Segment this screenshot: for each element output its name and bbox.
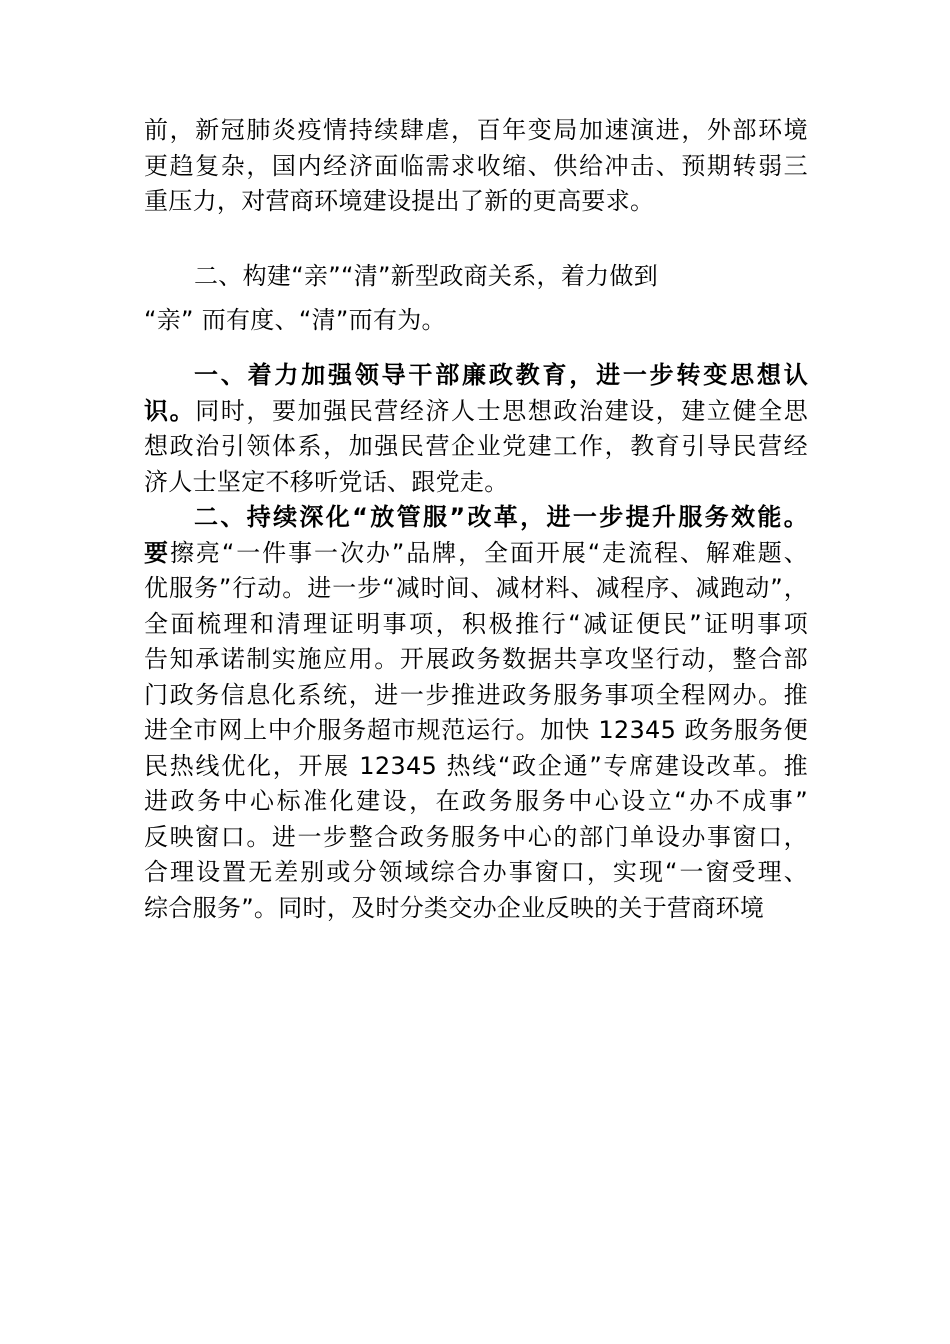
heading-line-2: “亲” 而有度、“清”而有为。 <box>144 305 446 334</box>
section2-line-4: 全面梳理和清理证明事项，积极推行“减证便民”证明事项 <box>144 609 808 638</box>
intro-paragraph <box>144 113 808 220</box>
section1-line-2-text: 同时，要加强民营经济人士思想政治建设，建立健全思 <box>195 396 808 425</box>
intro-line-2: 更趋复杂，国内经济面临需求收缩、供给冲击、预期转弱三 <box>144 151 808 180</box>
section2-line-11: 合理设置无差别或分领域综合办事窗口，实现“一窗受理、 <box>144 858 808 886</box>
section1-line-4: 济人士坚定不移听党话、跟党走。 <box>144 467 509 496</box>
section2-line-2-text: 擦亮“一件事一次办”品牌，全面开展“走流程、解难题、 <box>169 538 808 567</box>
section1-title: 一、着力加强领导干部廉政教育，进一步转变思想认 <box>194 361 808 389</box>
section2-line-6: 门政务信息化系统，进一步推进政务服务事项全程网办。推 <box>144 680 808 709</box>
section2-line-5: 告知承诺制实施应用。开展政务数据共享攻坚行动，整合部 <box>144 645 808 673</box>
section2-line-3: 优服务”行动。进一步“减时间、减材料、减程序、减跑动”， <box>144 574 808 602</box>
section1-line-2 <box>144 394 808 430</box>
section2-line-8: 民热线优化，开展 12345 热线“政企通”专席建设改革。推 <box>144 751 808 780</box>
intro-line-3: 重压力，对营商环境建设提出了新的更高要求。 <box>144 187 655 215</box>
section2-title: 二、持续深化“放管服”改革，进一步提升服务效能。 <box>194 503 808 531</box>
intro-line-1: 前，新冠肺炎疫情持续肆虐，百年变局加速演进，外部环境 <box>144 116 808 144</box>
section2-line-2 <box>144 536 808 572</box>
heading-line-1: 二、构建“亲”“清”新型政商关系，着力做到 <box>194 262 659 290</box>
section2-line-12: 综合服务”。同时，及时分类交办企业反映的关于营商环境 <box>144 893 765 922</box>
section2-line-7: 进全市网上中介服务超市规范运行。加快 12345 政务服务便 <box>144 716 808 744</box>
section-heading <box>144 259 808 338</box>
sections-body <box>144 358 808 926</box>
section2-title-end: 要 <box>144 538 170 567</box>
section1-title-end: 识。 <box>144 396 196 425</box>
section2-line-10: 反映窗口。进一步整合政务服务中心的部门单设办事窗口， <box>144 822 808 851</box>
section2-line-9: 进政务中心标准化建设，在政务服务中心设立“办不成事” <box>144 787 808 815</box>
section1-line-3: 想政治引领体系，加强民营企业党建工作，教育引导民营经 <box>144 432 808 460</box>
